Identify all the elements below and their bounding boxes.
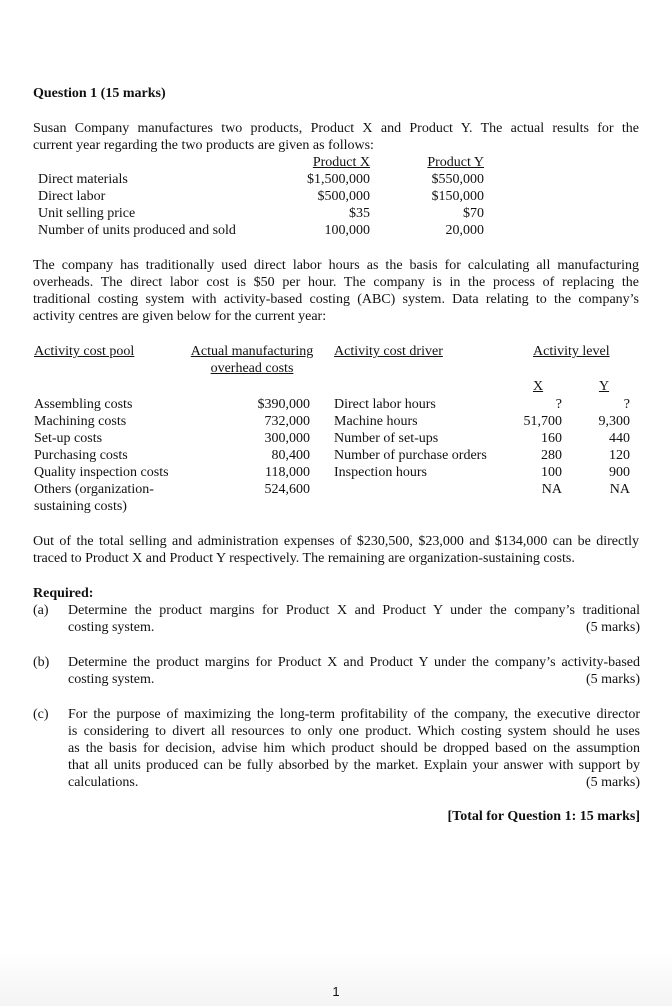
abc-driver: Machine hours: [334, 414, 418, 429]
total-marks: [Total for Question 1: 15 marks]: [447, 809, 640, 824]
abc-driver: Inspection hours: [334, 465, 427, 480]
item-line: costing system.: [68, 620, 155, 635]
item-line: that all units produced can be fully absorbed by the market. Explain your answer with support by: [68, 758, 640, 773]
row-value-x: 100,000: [324, 223, 370, 238]
intro-line-1: Susan Company manufactures two products, Product X and Product Y. The actual results for the: [33, 121, 639, 136]
item-marks: (5 marks): [585, 620, 640, 635]
item-line: calculations.: [68, 775, 139, 790]
abc-header-overhead-1: Actual manufacturing: [190, 344, 314, 359]
abc-cost: 80,400: [271, 448, 310, 463]
products-header-y: Product Y: [427, 155, 484, 170]
abc-pool: Others (organization-: [34, 482, 154, 497]
abc-cost: 118,000: [265, 465, 310, 480]
row-value-y: $70: [463, 206, 484, 221]
question-title: Question 1 (15 marks): [33, 86, 166, 101]
item-line: For the purpose of maximizing the long-term profitability of the company, the executive director: [68, 707, 640, 722]
row-value-x: $1,500,000: [307, 172, 370, 187]
paragraph-2-line-4: activity centres are given below for the current year:: [33, 309, 327, 324]
abc-header-y: Y: [598, 379, 610, 394]
paragraph-2-line-1: The company has traditionally used direct labor hours as the basis for calculating all manufacturing: [33, 258, 639, 273]
abc-level-y: ?: [623, 397, 630, 412]
abc-level-y: 120: [609, 448, 630, 463]
abc-header-overhead-2: overhead costs: [210, 361, 294, 376]
abc-level-x: 100: [541, 465, 562, 480]
item-line: Determine the product margins for Product X and Product Y under the company’s traditional: [68, 603, 640, 618]
item-marks: (5 marks): [585, 775, 640, 790]
row-value-y: $550,000: [431, 172, 484, 187]
row-label: Direct materials: [38, 172, 128, 187]
abc-level-x: ?: [555, 397, 562, 412]
row-label: Number of units produced and sold: [38, 223, 236, 238]
products-header-x: Product X: [312, 155, 370, 170]
abc-pool: Set-up costs: [34, 431, 103, 446]
abc-header-level: Activity level: [533, 344, 610, 359]
item-line: costing system.: [68, 672, 155, 687]
abc-header-x: X: [532, 379, 544, 394]
abc-driver: Direct labor hours: [334, 397, 436, 412]
row-value-y: $150,000: [431, 189, 484, 204]
abc-driver: Number of set-ups: [334, 431, 439, 446]
paragraph-2-line-2: overheads. The direct labor cost is $50 per hour. The company is in the process of replacing the: [33, 275, 639, 290]
row-label: Direct labor: [38, 189, 106, 204]
abc-cost: $390,000: [257, 397, 310, 412]
abc-level-x: 160: [541, 431, 562, 446]
page-number: 1: [332, 984, 340, 999]
intro-line-2: current year regarding the two products are given as follows:: [33, 138, 374, 153]
item-line: is considering to divert all resources to only one product. Which costing system should he uses: [68, 724, 640, 739]
row-label: Unit selling price: [38, 206, 136, 221]
item-label: (b): [33, 655, 50, 670]
abc-pool: Quality inspection costs: [34, 465, 169, 480]
required-heading: Required:: [33, 586, 94, 601]
abc-level-x: NA: [541, 482, 562, 497]
abc-header-driver: Activity cost driver: [334, 344, 443, 359]
abc-level-y: 9,300: [598, 414, 630, 429]
item-label: (a): [33, 603, 49, 618]
abc-pool: Assembling costs: [34, 397, 133, 412]
abc-cost: 300,000: [264, 431, 310, 446]
row-value-y: 20,000: [445, 223, 484, 238]
row-value-x: $35: [349, 206, 370, 221]
paragraph-2-line-3: traditional costing system with activity-based costing (ABC) system. Data relating to the company’s: [33, 292, 639, 307]
item-marks: (5 marks): [585, 672, 640, 687]
abc-level-y: 440: [609, 431, 630, 446]
abc-cost: 524,600: [264, 482, 310, 497]
abc-pool: Purchasing costs: [34, 448, 128, 463]
abc-header-pool: Activity cost pool: [34, 344, 135, 359]
abc-cost: 732,000: [264, 414, 310, 429]
row-value-x: $500,000: [317, 189, 370, 204]
paragraph-3-line-1: Out of the total selling and administration expenses of $230,500, $23,000 and $134,000 can be directly: [33, 534, 639, 549]
abc-level-y: 900: [609, 465, 630, 480]
paragraph-3-line-2: traced to Product X and Product Y respectively. The remaining are organization-sustaining costs.: [33, 551, 575, 566]
abc-driver: Number of purchase orders: [334, 448, 487, 463]
abc-pool: Machining costs: [34, 414, 127, 429]
item-line: Determine the product margins for Product X and Product Y under the company’s activity-based: [68, 655, 640, 670]
item-label: (c): [33, 707, 49, 722]
item-line: as the basis for decision, advise him which product should be dropped based on the assumption: [68, 741, 640, 756]
abc-level-y: NA: [609, 482, 630, 497]
abc-level-x: 51,700: [523, 414, 562, 429]
abc-level-x: 280: [541, 448, 562, 463]
abc-pool-continuation: sustaining costs): [34, 499, 127, 514]
